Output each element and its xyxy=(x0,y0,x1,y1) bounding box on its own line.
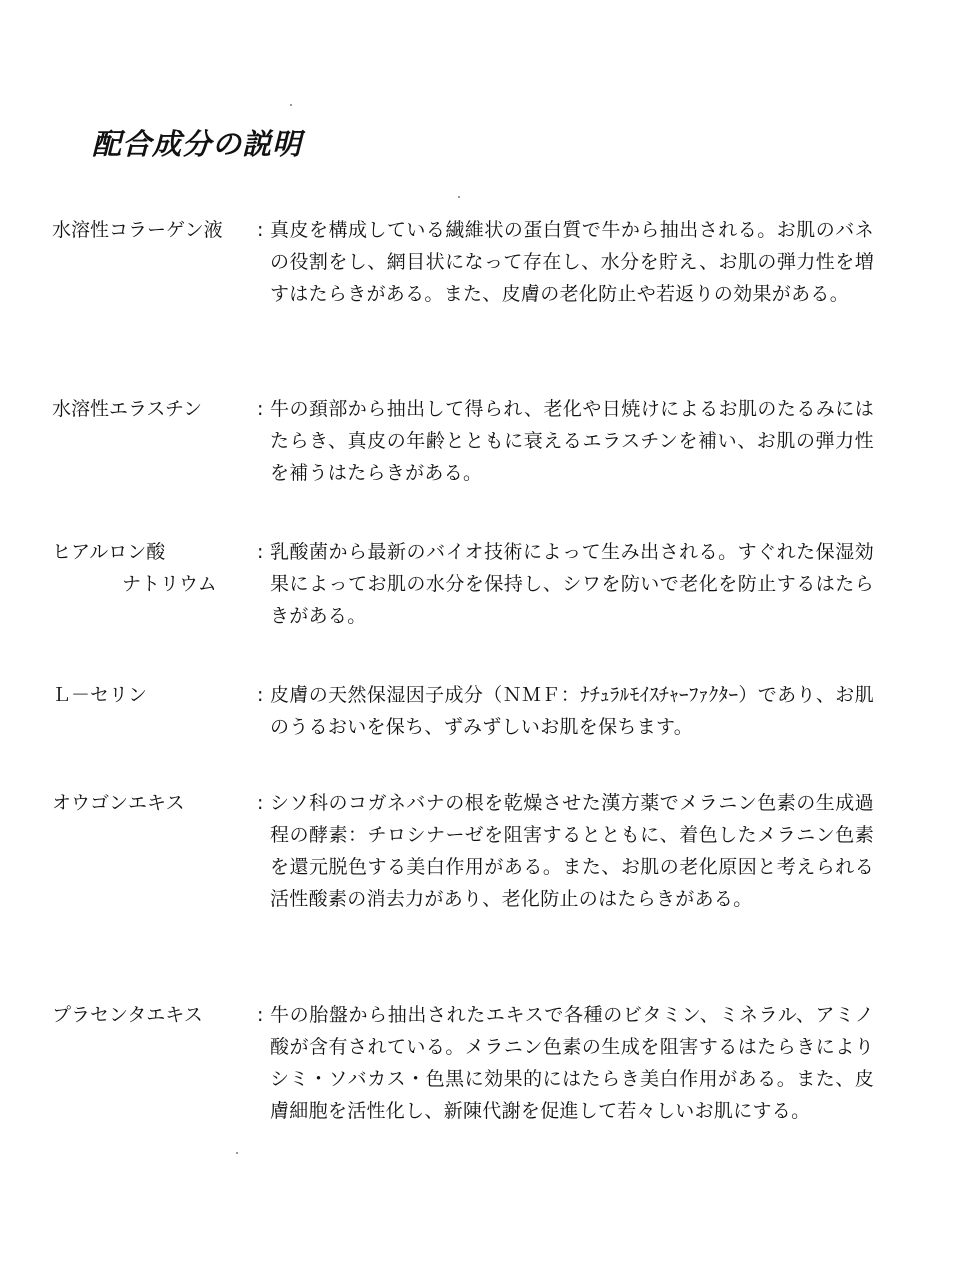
term-separator: : xyxy=(257,684,264,706)
scan-speck xyxy=(290,104,292,106)
scan-speck xyxy=(236,1152,238,1154)
ingredient-term xyxy=(52,999,257,1031)
ingredient-description: 真皮を構成している繊維状の蛋白質で牛から抽出される。お肌のバネの役割をし、網目状になって存在し、水分を貯え、お肌の弾力性を増すはたらきがある。また、皮膚の老化防止や若返りの効果がある。 xyxy=(270,219,874,305)
ingredient-term xyxy=(52,214,257,246)
term-separator: : xyxy=(257,398,264,420)
ingredient-term-line: 水溶性エラスチン xyxy=(52,398,203,420)
ingredient-term-line: 水溶性コラーゲン液 xyxy=(52,219,223,241)
term-separator: : xyxy=(257,219,264,241)
ingredient-term xyxy=(52,787,257,819)
term-separator: : xyxy=(257,541,264,563)
ingredient-term-line: ナトリウム xyxy=(122,573,217,595)
ingredient-description: 牛の胎盤から抽出されたエキスで各種のビタミン、ミネラル、アミノ酸が含有されている。メラニン色素の生成を阻害するはたらきによりシミ・ソバカス・色黒に効果的にはたらき美白作用がある。また、皮膚細胞を活性化し、新陳代謝を促進して若々しいお肌にする。 xyxy=(270,1004,874,1122)
ingredient-term-line: ヒアルロン酸 xyxy=(52,541,166,563)
ingredient-term-line: Ｌ－セリン xyxy=(52,684,148,706)
ingredient-description: 乳酸菌から最新のバイオ技術によって生み出される。すぐれた保湿効果によってお肌の水分を保持し、シワを防いで老化を防止するはたらきがある。 xyxy=(270,541,874,627)
ingredient-term-line: プラセンタエキス xyxy=(52,1004,203,1026)
ingredient-term xyxy=(52,679,257,711)
term-separator: : xyxy=(257,1004,264,1026)
term-separator: : xyxy=(257,792,264,814)
page-title: 配合成分の説明 xyxy=(92,127,303,161)
ingredient-term xyxy=(52,393,257,425)
ingredient-description: シソ科のコガネバナの根を乾燥させた漢方薬でメラニン色素の生成過程の酵素：チロシナーゼを阻害するとともに、着色したメラニン色素を還元脱色する美白作用がある。また、お肌の老化原因と考えられる活性酸素の消去力があり、老化防止のはたらきがある。 xyxy=(270,792,874,910)
ingredient-term-line: オウゴンエキス xyxy=(52,792,185,814)
ingredient-term xyxy=(52,536,257,600)
ingredient-description: 皮膚の天然保湿因子成分（ＮＭＦ：ﾅﾁｭﾗﾙﾓｲｽﾁｬｰﾌｧｸﾀｰ）であり、お肌のうるおいを保ち、ずみずしいお肌を保ちます。 xyxy=(270,684,874,738)
scan-speck xyxy=(458,196,460,198)
ingredient-description: 牛の頚部から抽出して得られ、老化や日焼けによるお肌のたるみにはたらき、真皮の年齢とともに衰えるエラスチンを補い、お肌の弾力性を補うはたらきがある。 xyxy=(270,398,874,484)
